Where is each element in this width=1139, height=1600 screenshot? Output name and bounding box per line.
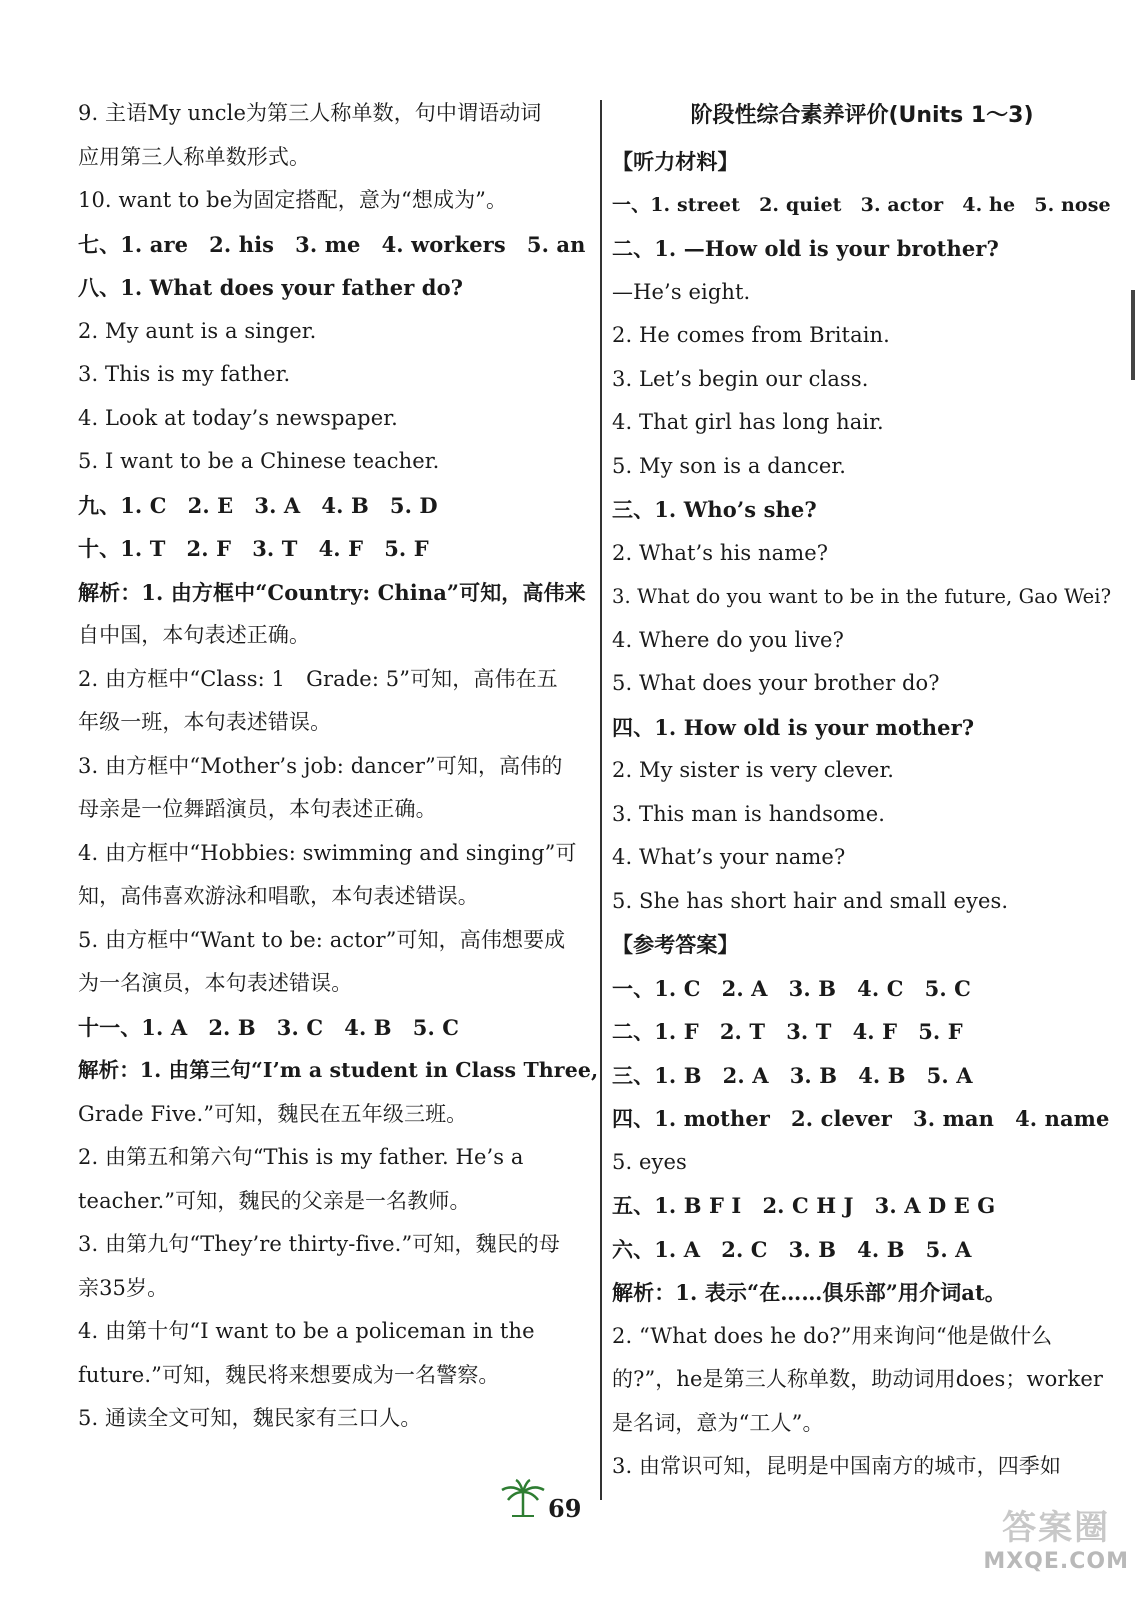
left-line: 3. 由方框中“Mother’s job: dancer”可知，高伟的 bbox=[78, 753, 563, 778]
left-line: 年级一班，本句表述错误。 bbox=[78, 710, 332, 734]
left-line: 2. My aunt is a singer. bbox=[78, 318, 317, 343]
right-line: 4. Where do you live? bbox=[612, 627, 844, 652]
left-line: 3. This is my father. bbox=[78, 362, 291, 386]
right-line: 四、1. How old is your mother? bbox=[612, 714, 975, 740]
right-line: 解析：1. 表示“在……俱乐部”用介词at。 bbox=[612, 1280, 1006, 1305]
left-line: 应用第三人称单数形式。 bbox=[78, 144, 311, 169]
right-line: 5. What does your brother do? bbox=[612, 671, 940, 695]
right-line: 六、1. A 2. C 3. B 4. B 5. A bbox=[612, 1236, 972, 1262]
right-line: 5. eyes bbox=[612, 1149, 687, 1174]
right-line: 一、1. C 2. A 3. B 4. C 5. C bbox=[612, 975, 971, 1001]
watermark-site: MXQE.COM bbox=[983, 1549, 1129, 1574]
right-line: 【参考答案】 bbox=[612, 932, 739, 957]
left-line: 3. 由第九句“They’re thirty-five.”可知，魏民的母 bbox=[78, 1232, 560, 1256]
right-line: 2. My sister is very clever. bbox=[612, 758, 895, 782]
left-line: 自中国，本句表述正确。 bbox=[78, 623, 311, 647]
left-line: 解析：1. 由第三句“I’m a student in Class Three, bbox=[78, 1058, 599, 1082]
column-divider bbox=[600, 100, 602, 1500]
right-line: 3. 由常识可知，昆明是中国南方的城市，四季如 bbox=[612, 1454, 1062, 1478]
right-line: 四、1. mother 2. clever 3. man 4. name bbox=[612, 1106, 1110, 1131]
right-lines bbox=[612, 140, 1112, 1489]
left-line: 八、1. What does your father do? bbox=[78, 275, 464, 300]
watermark bbox=[983, 1500, 1129, 1574]
right-column bbox=[612, 92, 1112, 1489]
right-line: 5. My son is a dancer. bbox=[612, 453, 847, 478]
left-line: 解析：1. 由方框中“Country: China”可知，高伟来 bbox=[78, 579, 586, 605]
right-line: 是名词，意为“工人”。 bbox=[612, 1410, 824, 1435]
right-line: 3. What do you want to be in the future, Gao Wei? bbox=[612, 585, 1112, 608]
right-line: 4. What’s your name? bbox=[612, 845, 846, 869]
left-line: 知，高伟喜欢游泳和唱歌，本句表述错误。 bbox=[78, 884, 479, 908]
watermark-title: 答案圈 bbox=[1002, 1508, 1111, 1548]
left-line: 4. 由方框中“Hobbies: swimming and singing”可 bbox=[78, 840, 577, 865]
left-line: 10. want to be为固定搭配，意为“想成为”。 bbox=[78, 188, 508, 212]
left-line: 十一、1. A 2. B 3. C 4. B 5. C bbox=[78, 1014, 460, 1040]
left-line: 4. Look at today’s newspaper. bbox=[78, 405, 398, 430]
right-line: 【听力材料】 bbox=[612, 149, 739, 174]
left-column bbox=[78, 92, 598, 1441]
right-line: 3. This man is handsome. bbox=[612, 801, 886, 826]
right-line: 的?”，he是第三人称单数，助动词用does；worker bbox=[612, 1367, 1103, 1391]
left-line: 2. 由方框中“Class: 1 Grade: 5”可知，高伟在五 bbox=[78, 666, 558, 691]
palm-tree-icon bbox=[500, 1478, 546, 1522]
right-line: 二、1. F 2. T 3. T 4. F 5. F bbox=[612, 1019, 963, 1044]
right-line: —He’s eight. bbox=[612, 279, 751, 304]
right-line: 二、1. —How old is your brother? bbox=[612, 236, 999, 261]
right-line: 三、1. Who’s she? bbox=[612, 497, 817, 522]
left-line: 4. 由第十句“I want to be a policeman in the bbox=[78, 1319, 535, 1343]
left-line: 5. I want to be a Chinese teacher. bbox=[78, 449, 440, 473]
left-line: 5. 通读全文可知，魏民家有三口人。 bbox=[78, 1406, 422, 1430]
section-title: 阶段性综合素养评价(Units 1～3) bbox=[690, 103, 1034, 128]
left-line: 十、1. T 2. F 3. T 4. F 5. F bbox=[78, 536, 429, 561]
left-line: teacher.”可知，魏民的父亲是一名教师。 bbox=[78, 1188, 471, 1213]
right-line: 三、1. B 2. A 3. B 4. B 5. A bbox=[612, 1062, 973, 1088]
right-line: 3. Let’s begin our class. bbox=[612, 366, 869, 391]
right-line: 五、1. B F I 2. C H J 3. A D E G bbox=[612, 1193, 996, 1218]
page-number: 69 bbox=[548, 1494, 582, 1523]
right-line: 2. What’s his name? bbox=[612, 540, 829, 565]
left-line: future.”可知，魏民将来想要成为一名警察。 bbox=[78, 1362, 500, 1387]
left-line: 为一名演员，本句表述错误。 bbox=[78, 971, 353, 995]
left-line: 5. 由方框中“Want to be: actor”可知，高伟想要成 bbox=[78, 927, 566, 952]
page-edge-mark bbox=[1131, 290, 1135, 380]
left-line: 七、1. are 2. his 3. me 4. workers 5. an bbox=[78, 231, 586, 257]
right-line: 2. He comes from Britain. bbox=[612, 323, 890, 347]
right-line: 5. She has short hair and small eyes. bbox=[612, 888, 1009, 913]
left-line: 九、1. C 2. E 3. A 4. B 5. D bbox=[78, 492, 438, 518]
left-line: 9. 主语My uncle为第三人称单数，句中谓语动词 bbox=[78, 101, 542, 125]
right-line: 4. That girl has long hair. bbox=[612, 410, 884, 434]
left-line: 亲35岁。 bbox=[78, 1275, 169, 1300]
right-line: 一、1. street 2. quiet 3. actor 4. he 5. nose bbox=[612, 193, 1111, 216]
left-line: 2. 由第五和第六句“This is my father. He’s a bbox=[78, 1145, 524, 1169]
left-line: 母亲是一位舞蹈演员，本句表述正确。 bbox=[78, 797, 437, 821]
right-line: 2. “What does he do?”用来询问“他是做什么 bbox=[612, 1323, 1053, 1348]
left-line: Grade Five.”可知，魏民在五年级三班。 bbox=[78, 1101, 468, 1126]
